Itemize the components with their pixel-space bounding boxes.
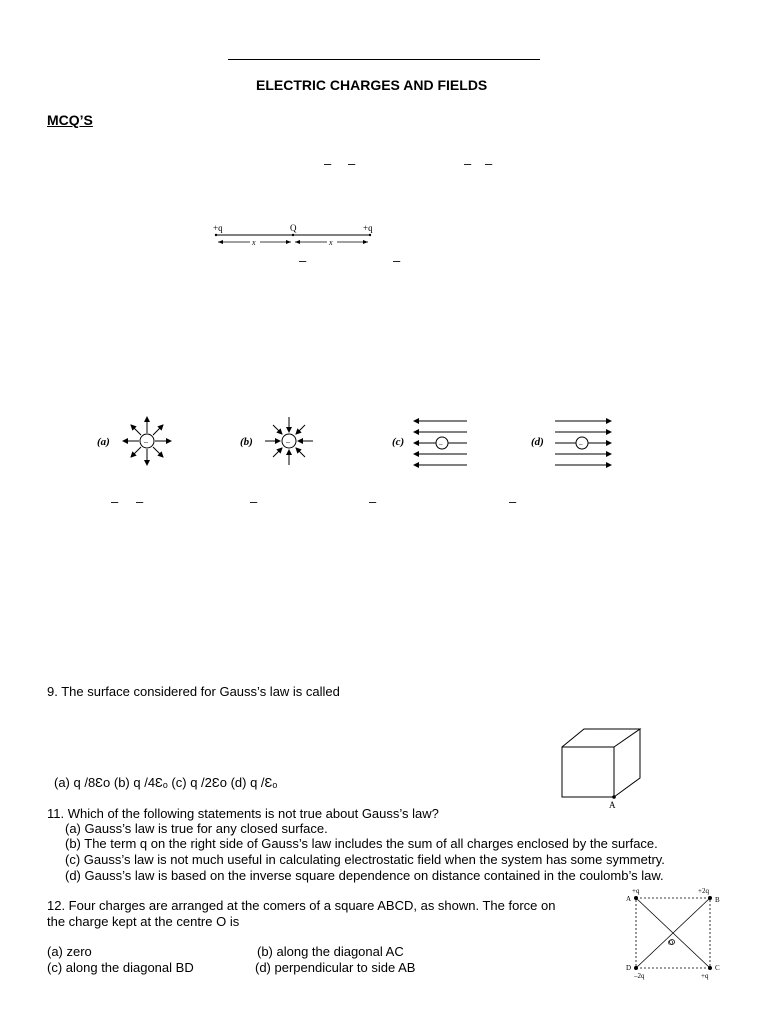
figure-d-label: (d) xyxy=(531,436,544,448)
question-12-option-a: (a) zero xyxy=(47,944,92,959)
stray-mark: – xyxy=(485,156,493,171)
left-charge-label: +q xyxy=(213,223,223,233)
charge-d-label: –2q xyxy=(634,972,645,980)
left-distance-label: x xyxy=(252,238,256,247)
centre-o-label: O xyxy=(668,939,674,947)
figure-b-label: (b) xyxy=(240,436,253,448)
stray-mark: – xyxy=(250,494,258,509)
question-11-option-c: (c) Gauss’s law is not much useful in calculating electrostatic field when the system has some symmetry. xyxy=(65,852,665,867)
charge-b-label: +2q xyxy=(698,887,709,895)
corner-a-label: A xyxy=(626,895,632,903)
cube-figure xyxy=(556,726,646,810)
question-10-options: (a) q /8Ɛo (b) q /4Ɛₒ (c) q /2Ɛo (d) q /Ɛₒ xyxy=(54,775,278,790)
question-11-option-d: (d) Gauss’s law is based on the inverse square dependence on distance contained in the coulomb’s law. xyxy=(65,868,664,883)
right-charge-label: +q xyxy=(363,223,373,233)
question-12-option-b: (b) along the diagonal AC xyxy=(257,944,404,959)
section-heading: MCQ’S xyxy=(47,112,93,128)
figure-b-charge: – xyxy=(286,437,290,446)
stray-mark: – xyxy=(324,156,332,171)
stray-mark: – xyxy=(348,156,356,171)
question-12-option-c: (c) along the diagonal BD xyxy=(47,960,194,975)
square-charges-figure xyxy=(622,884,726,980)
cube-corner-label: A xyxy=(609,800,616,810)
corner-d-label: D xyxy=(626,964,632,972)
stray-mark: – xyxy=(299,253,307,268)
question-11-option-b: (b) The term q on the right side of Gauss’s law includes the sum of all charges enclosed by the surface. xyxy=(65,836,658,851)
corner-c-label: C xyxy=(715,964,720,972)
field-lines-figure xyxy=(95,412,625,472)
figure-c-charge: – xyxy=(439,440,443,448)
corner-b-label: B xyxy=(715,896,720,904)
question-11-option-a: (a) Gauss’s law is true for any closed surface. xyxy=(65,821,328,836)
stray-mark: – xyxy=(464,156,472,171)
stray-mark: – xyxy=(136,494,144,509)
right-distance-label: x xyxy=(329,238,333,247)
middle-charge-label: Q xyxy=(290,223,297,233)
question-9: 9. The surface considered for Gauss’s law is called xyxy=(47,684,340,699)
charge-c-label: +q xyxy=(701,972,709,980)
question-12-line-1: 12. Four charges are arranged at the comers of a square ABCD, as shown. The force on xyxy=(47,898,556,913)
page-title: ELECTRIC CHARGES AND FIELDS xyxy=(256,77,488,93)
question-12-line-2: the charge kept at the centre O is xyxy=(47,914,240,929)
question-11: 11. Which of the following statements is not true about Gauss’s law? xyxy=(47,806,439,821)
figure-c-label: (c) xyxy=(392,436,405,448)
stray-mark: – xyxy=(393,253,401,268)
charges-line-figure xyxy=(208,220,380,252)
figure-a-label: (a) xyxy=(97,436,110,448)
stray-mark: – xyxy=(509,494,517,509)
question-12-option-d: (d) perpendicular to side AB xyxy=(255,960,416,975)
figure-d-charge: – xyxy=(579,440,583,448)
stray-mark: – xyxy=(111,494,119,509)
header-rule xyxy=(228,59,540,60)
figure-a-charge: – xyxy=(144,437,148,446)
charge-a-label: +q xyxy=(632,887,640,895)
stray-mark: – xyxy=(369,494,377,509)
